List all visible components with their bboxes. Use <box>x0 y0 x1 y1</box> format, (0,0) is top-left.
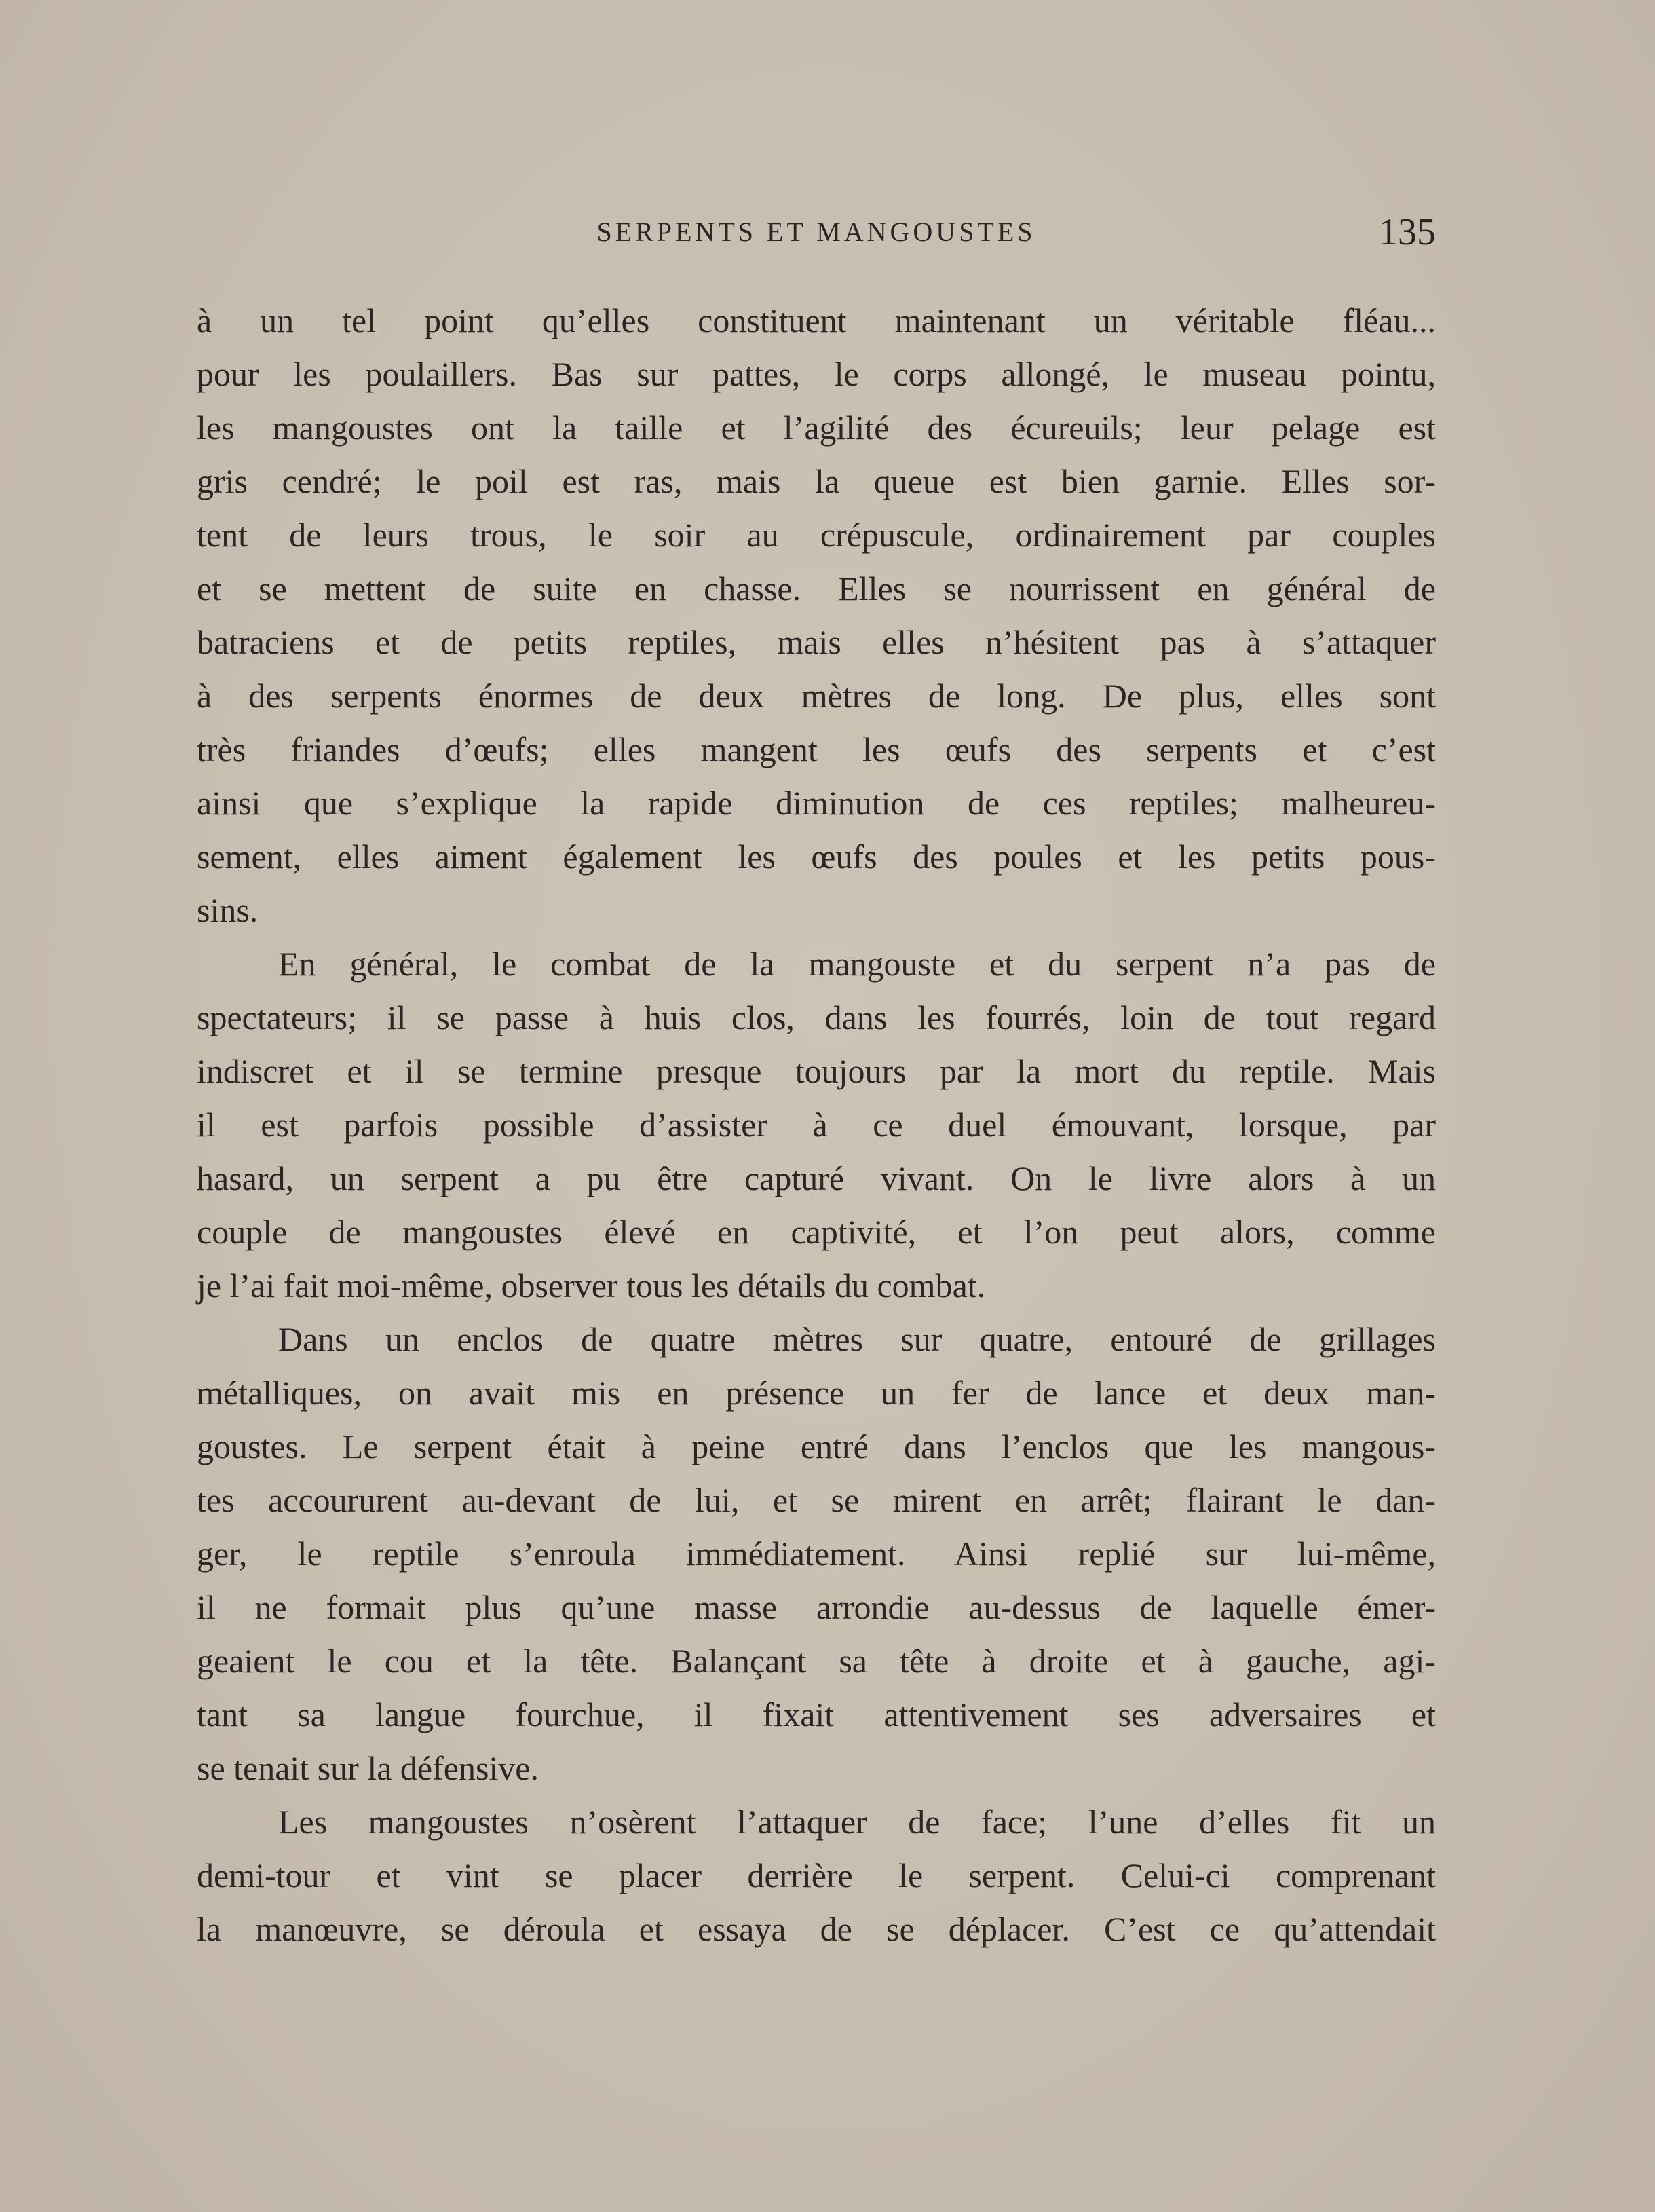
text-line: hasard, un serpent a pu être capturé vivant. On le livre alors à un <box>197 1159 1436 1197</box>
text-line: il est parfois possible d’assister à ce duel émouvant, lorsque, par <box>197 1106 1436 1144</box>
text-line: tant sa langue fourchue, il fixait attentivement ses adversaires et <box>197 1695 1436 1733</box>
text-line: la manœuvre, se déroula et essaya de se déplacer. C’est ce qu’attendait <box>197 1910 1436 1948</box>
text-line: En général, le combat de la mangouste et du serpent n’a pas de <box>278 945 1436 983</box>
text-line: Dans un enclos de quatre mètres sur quatre, entouré de grillages <box>278 1320 1436 1358</box>
text-line: les mangoustes ont la taille et l’agilité des écureuils; leur pelage est <box>197 409 1436 447</box>
text-line: indiscret et il se termine presque toujours par la mort du reptile. Mais <box>197 1052 1436 1090</box>
text-line: se tenait sur la défensive. <box>197 1749 539 1787</box>
text-line: demi-tour et vint se placer derrière le serpent. Celui-ci comprenant <box>197 1856 1436 1894</box>
text-line: spectateurs; il se passe à huis clos, dans les fourrés, loin de tout regard <box>197 998 1436 1036</box>
page-number: 135 <box>1379 211 1436 253</box>
body-text <box>197 294 1436 1956</box>
running-head <box>197 212 1436 252</box>
text-line: tes accoururent au-devant de lui, et se mirent en arrêt; flairant le dan- <box>197 1481 1436 1519</box>
text-line: pour les poulaillers. Bas sur pattes, le corps allongé, le museau pointu, <box>197 355 1436 393</box>
running-title: SERPENTS ET MANGOUSTES <box>596 217 1036 247</box>
text-line: goustes. Le serpent était à peine entré dans l’enclos que les mangous- <box>197 1427 1436 1465</box>
text-line: tent de leurs trous, le soir au crépuscule, ordinairement par couples <box>197 516 1436 554</box>
text-line: ainsi que s’explique la rapide diminution de ces reptiles; malheureu- <box>197 784 1436 822</box>
text-line: Les mangoustes n’osèrent l’attaquer de face; l’une d’elles fit un <box>278 1803 1436 1841</box>
text-line: très friandes d’œufs; elles mangent les œufs des serpents et c’est <box>197 730 1436 768</box>
text-line: à un tel point qu’elles constituent maintenant un véritable fléau... <box>197 301 1436 339</box>
text-line: à des serpents énormes de deux mètres de long. De plus, elles sont <box>197 677 1436 715</box>
text-line: ger, le reptile s’enroula immédiatement. Ainsi replié sur lui-même, <box>197 1535 1436 1573</box>
text-line: métalliques, on avait mis en présence un fer de lance et deux man- <box>197 1374 1436 1412</box>
text-line: gris cendré; le poil est ras, mais la queue est bien garnie. Elles sor- <box>197 462 1436 500</box>
text-line: couple de mangoustes élevé en captivité, et l’on peut alors, comme <box>197 1213 1436 1251</box>
text-line: sement, elles aiment également les œufs des poules et les petits pous- <box>197 838 1436 876</box>
text-line: batraciens et de petits reptiles, mais elles n’hésitent pas à s’attaquer <box>197 623 1436 661</box>
text-line: geaient le cou et la tête. Balançant sa tête à droite et à gauche, agi- <box>197 1642 1436 1680</box>
text-line: sins. <box>197 891 259 929</box>
text-line: il ne formait plus qu’une masse arrondie au-dessus de laquelle émer- <box>197 1588 1436 1626</box>
text-line: et se mettent de suite en chasse. Elles se nourrissent en général de <box>197 569 1436 607</box>
text-line: je l’ai fait moi-même, observer tous les détails du combat. <box>197 1267 986 1305</box>
